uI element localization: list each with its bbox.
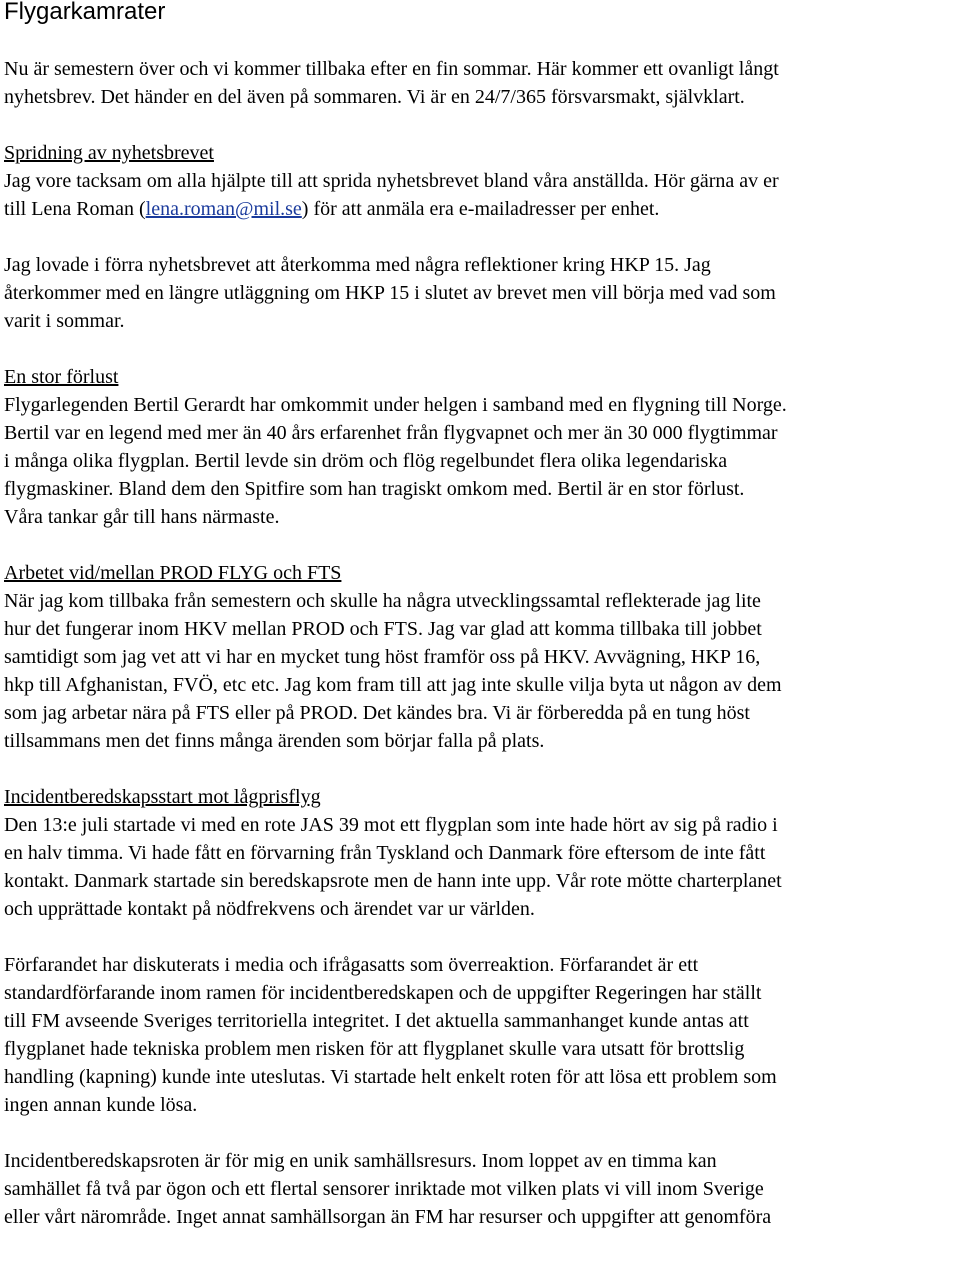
spridning-text-before: till Lena Roman ( xyxy=(4,198,146,220)
section-heading-forlust xyxy=(4,363,960,391)
hkp15-line: Jag lovade i förra nyhetsbrevet att återkomma med några reflektioner kring HKP 15. Jag xyxy=(4,254,711,276)
paragraph-spacer xyxy=(4,531,960,559)
forfarandet-line: standardförfarande inom ramen för incidentberedskapen och de uppgifter Regeringen har ställt xyxy=(4,982,762,1004)
samhallsresurs-line: Incidentberedskapsroten är för mig en unik samhällsresurs. Inom loppet av en timma kan xyxy=(4,1150,717,1172)
arbetet-line: hkp till Afghanistan, FVÖ, etc etc. Jag kom fram till att jag inte skulle vilja byta ut någon av dem xyxy=(4,674,782,696)
samhallsresurs-line: eller vårt närområde. Inget annat samhällsorgan än FM har resurser och uppgifter att genomföra xyxy=(4,1206,772,1228)
newsletter-body xyxy=(4,55,960,1231)
section-heading-text: Incidentberedskapsstart mot lågprisflyg xyxy=(4,786,321,808)
arbetet-line: tillsammans men det finns många ärenden som börjar falla på plats. xyxy=(4,730,545,752)
paragraph-spacer xyxy=(4,111,960,139)
section-heading-text: Arbetet vid/mellan PROD FLYG och FTS xyxy=(4,562,342,584)
section-heading-arbetet xyxy=(4,559,960,587)
forfarandet-line: till FM avseende Sveriges territoriella integritet. I det aktuella sammanhanget kunde antas att xyxy=(4,1010,749,1032)
forfarandet-line: flygplanet hade tekniska problem men risken för att flygplanet skulle vara utsatt för brottslig xyxy=(4,1038,745,1060)
spridning-line: Jag vore tacksam om alla hjälpte till att sprida nyhetsbrevet bland våra anställda. Hör gärna av er xyxy=(4,170,779,192)
samhallsresurs-line: samhället få två par ögon och ett flertal sensorer inriktade mot vilken plats vi vill inom Sverige xyxy=(4,1178,764,1200)
newsletter-page xyxy=(4,0,960,1231)
page-title: Flygarkamrater xyxy=(4,0,166,25)
forfarandet-line: ingen annan kunde lösa. xyxy=(4,1094,198,1116)
paragraph-spacer xyxy=(4,923,960,951)
paragraph-spacer xyxy=(4,755,960,783)
paragraph-spacer xyxy=(4,223,960,251)
arbetet-line: samtidigt som jag vet att vi har en mycket tung höst framför oss på HKV. Avvägning, HKP 16, xyxy=(4,646,761,668)
forlust-line: flygmaskiner. Bland dem den Spitfire som han tragiskt omkom med. Bertil är en stor förlust. xyxy=(4,478,745,500)
arbetet-line: hur det fungerar inom HKV mellan PROD och FTS. Jag var glad att komma tillbaka till jobbet xyxy=(4,618,762,640)
forlust-line: i många olika flygplan. Bertil levde sin dröm och flög regelbundet flera olika legendariska xyxy=(4,450,728,472)
incident-line: en halv timma. Vi hade fått en förvarning från Tyskland och Danmark före eftersom de inte fått xyxy=(4,842,766,864)
section-heading-text: En stor förlust xyxy=(4,366,119,388)
arbetet-line: När jag kom tillbaka från semestern och skulle ha några utvecklingssamtal reflekterade jag lite xyxy=(4,590,761,612)
forlust-line: Flygarlegenden Bertil Gerardt har omkommit under helgen i samband med en flygning till Norge. xyxy=(4,394,787,416)
forlust-line: Våra tankar går till hans närmaste. xyxy=(4,506,280,528)
spridning-line xyxy=(4,195,960,223)
paragraph-spacer xyxy=(4,335,960,363)
forfarandet-line: handling (kapning) kunde inte uteslutas. Vi startade helt enkelt roten för att lösa ett problem som xyxy=(4,1066,777,1088)
intro-line: nyhetsbrev. Det händer en del även på sommaren. Vi är en 24/7/365 försvarsmakt, självklart. xyxy=(4,86,745,108)
incident-line: Den 13:e juli startade vi med en rote JAS 39 mot ett flygplan som inte hade hört av sig på radio i xyxy=(4,814,778,836)
hkp15-line: återkommer med en längre utläggning om HKP 15 i slutet av brevet men vill börja med vad som xyxy=(4,282,776,304)
incident-line: och upprättade kontakt på nödfrekvens och ärendet var ur världen. xyxy=(4,898,535,920)
forfarandet-line: Förfarandet har diskuterats i media och ifrågasatts som överreaktion. Förfarandet är ett xyxy=(4,954,699,976)
section-heading-incident xyxy=(4,783,960,811)
section-heading-text: Spridning av nyhetsbrevet xyxy=(4,142,214,164)
paragraph-spacer xyxy=(4,1119,960,1147)
arbetet-line: som jag arbetar nära på FTS eller på PROD. Det kändes bra. Vi är förberedda på en tung höst xyxy=(4,702,750,724)
hkp15-line: varit i sommar. xyxy=(4,310,125,332)
intro-line: Nu är semestern över och vi kommer tillbaka efter en fin sommar. Här kommer ett ovanligt långt xyxy=(4,58,779,80)
email-link[interactable]: lena.roman@mil.se xyxy=(145,198,302,220)
section-heading-spridning xyxy=(4,139,960,167)
incident-line: kontakt. Danmark startade sin beredskapsrote men de hann inte upp. Vår rote mötte charterplanet xyxy=(4,870,782,892)
forlust-line: Bertil var en legend med mer än 40 års erfarenhet från flygvapnet och mer än 30 000 flygtimmar xyxy=(4,422,778,444)
spridning-text-after: ) för att anmäla era e-mailadresser per enhet. xyxy=(301,198,660,220)
